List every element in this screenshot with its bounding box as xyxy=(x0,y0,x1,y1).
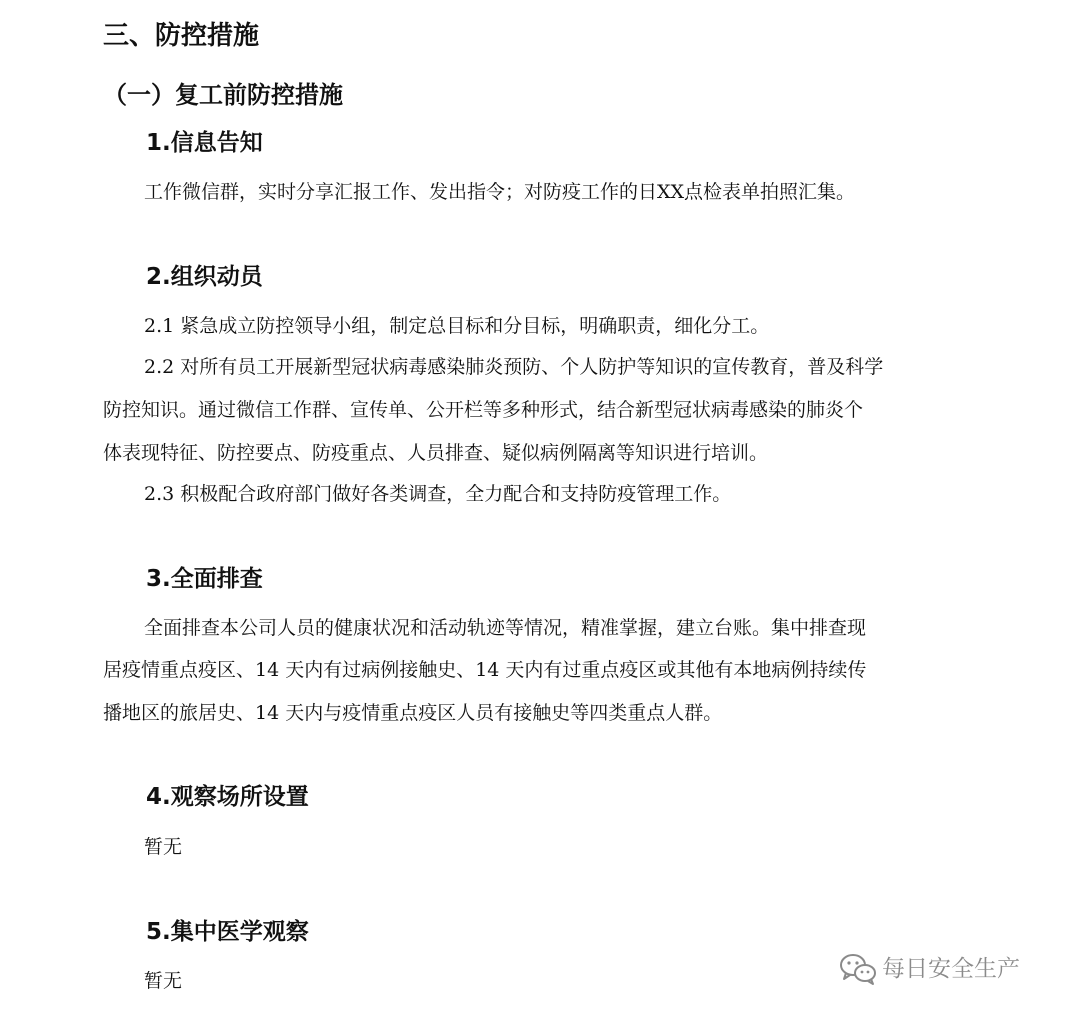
item-paragraph: 2.3 积极配合政府部门做好各类调查，全力配合和支持防疫管理工作。 xyxy=(144,483,732,505)
section-title: 三、防控措施 xyxy=(103,21,260,51)
item-paragraph: 暂无 xyxy=(144,836,183,858)
item-heading-observation-site: 4.观察场所设置 xyxy=(146,784,309,810)
item-paragraph: 全面排查本公司人员的健康状况和活动轨迹等情况，精准掌握，建立台账。集中排查现 xyxy=(144,617,867,639)
item-paragraph: 居疫情重点疫区、14 天内有过病例接触史、14 天内有过重点疫区或其他有本地病例持续传 xyxy=(103,659,867,681)
item-paragraph: 2.1 紧急成立防控领导小组，制定总目标和分目标，明确职责，细化分工。 xyxy=(144,315,770,337)
item-heading-mobilization: 2.组织动员 xyxy=(146,264,263,290)
wechat-icon xyxy=(838,951,878,987)
watermark xyxy=(838,951,1020,987)
watermark-text: 每日安全生产 xyxy=(882,956,1020,982)
item-paragraph: 2.2 对所有员工开展新型冠状病毒感染肺炎预防、个人防护等知识的宣传教育，普及科学 xyxy=(144,356,884,378)
item-heading-medical-observation: 5.集中医学观察 xyxy=(146,919,309,945)
item-paragraph: 体表现特征、防控要点、防疫重点、人员排查、疑似病例隔离等知识进行培训。 xyxy=(103,442,769,464)
item-paragraph: 防控知识。通过微信工作群、宣传单、公开栏等多种形式，结合新型冠状病毒感染的肺炎个 xyxy=(103,399,864,421)
item-heading-screening: 3.全面排查 xyxy=(146,566,263,592)
item-heading-info-notice: 1.信息告知 xyxy=(146,130,263,156)
item-paragraph: 暂无 xyxy=(144,970,183,992)
item-paragraph: 工作微信群，实时分享汇报工作、发出指令；对防疫工作的日XX点检表单拍照汇集。 xyxy=(144,181,856,203)
item-paragraph: 播地区的旅居史、14 天内与疫情重点疫区人员有接触史等四类重点人群。 xyxy=(103,702,723,724)
subsection-title: （一）复工前防控措施 xyxy=(103,81,343,109)
